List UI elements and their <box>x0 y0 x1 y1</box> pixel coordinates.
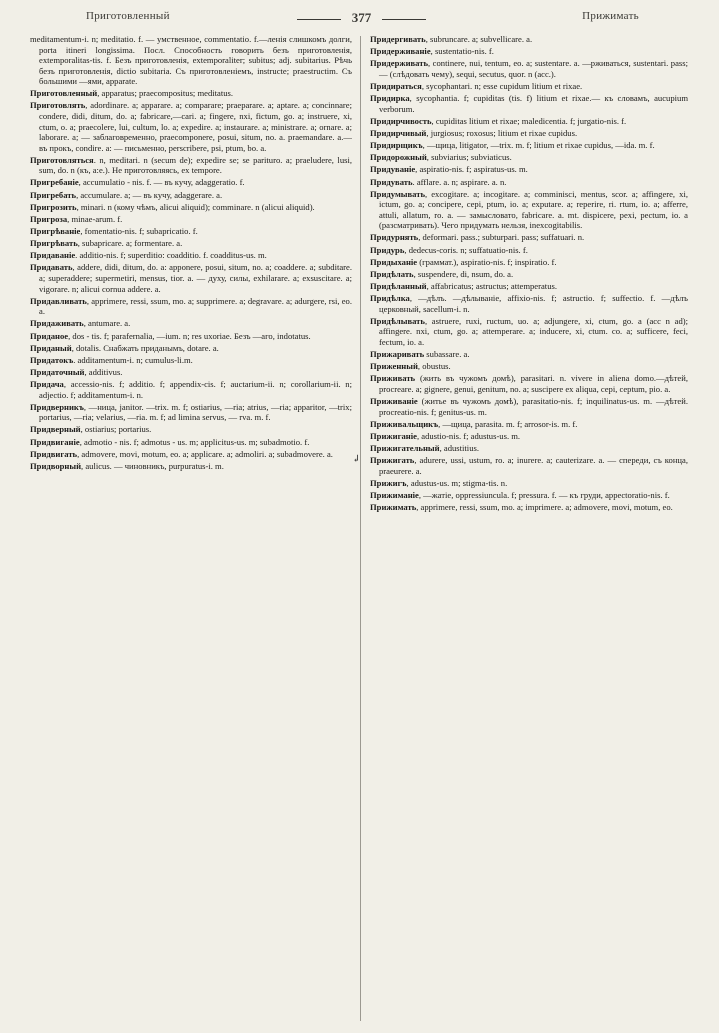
entry-headword: Придорожный <box>370 152 427 163</box>
dictionary-entry <box>370 443 688 454</box>
entry-headword: Приготовлять <box>30 100 86 111</box>
entry-definition: , accessio-nis. f; additio. f; appendix-cis. f; auctarium-ii. n; corollarium-ii. n; adjectio. f; additamentum-i. n. <box>39 379 352 400</box>
entry-definition: (жить въ чужомъ домѣ), parasitari. n. vivere in aliena domo.—дѣтей, procreare. a; gignere, genui, genitum, no. a; suscipere ex aliqua, cepi, ceptum, pio. a. <box>379 373 688 394</box>
entry-headword: Придирчивый <box>370 127 427 138</box>
entry-definition: . additio-nis. f; superditio: coadditio. f. coadditus-us. m. <box>75 250 267 261</box>
header-left-guide-word: Приготовленный <box>86 10 170 22</box>
running-header <box>34 6 689 28</box>
dictionary-entry <box>30 177 352 188</box>
entry-headword: Придвиганіе <box>30 436 80 447</box>
dictionary-entry <box>370 58 688 79</box>
dictionary-entry <box>370 316 688 348</box>
entry-definition: , cupiditas litium et rixae; maledicentia. f; jurgatio-nis. f. <box>431 115 627 126</box>
entry-definition: , admovere, movi, motum, eo. a; applicare. a; admoliri. a; subadmovere. a. <box>77 448 333 459</box>
entry-definition: , addere, didi, ditum, do. a: apponere, posui, situm, no. a; coaddere. a; subditare. a; superaddere; supermetiri, mensus, tior. a. — духу, силы, exhilarare. a; exsuscitare. a; vigorare. n; alicui cornua addere. a. <box>39 262 352 294</box>
entry-headword: Пригрѣваніе <box>30 226 81 237</box>
dictionary-entry <box>30 402 352 423</box>
entry-headword: Приготовленный <box>30 88 98 99</box>
entry-definition: , astruere, ruxi, ructum, uo. a; adjungere, xi, ctum, go. a (acc n ad); affingere. nxi, ctum, go. a; attemperare. a; inducere, xi, ctum. co. a; sufficere, feci, fectum, io. a. <box>379 315 688 347</box>
entry-headword: Придаваніе <box>30 250 76 261</box>
dictionary-entry <box>370 419 688 430</box>
entry-headword: Придерживаніе <box>370 46 431 57</box>
dictionary-entry <box>370 93 688 114</box>
dictionary-entry <box>370 361 688 372</box>
dictionary-entry <box>30 437 352 448</box>
entry-definition: , accumulatio - nis. f. — въ кучу, adaggeratio. f. <box>78 177 245 188</box>
entry-headword: Придумывать <box>370 188 425 199</box>
left-column <box>30 34 352 1024</box>
entry-definition: , obustus. <box>417 361 451 372</box>
entry-definition: . additamentum-i. n; cumulus-li.m. <box>73 354 193 365</box>
entry-definition: , subviarius; subviaticus. <box>426 152 512 163</box>
entry-definition: , fomentatio-nis. f; subapricatio. f. <box>80 226 198 237</box>
entry-definition: , continere, nui, tentum, eo. a; sustentare. a. —рживаться, sustentari. pass; — (слѣдовать чему), sequi, secutus, quor. n (acc.). <box>379 58 688 79</box>
dictionary-entry <box>370 396 688 417</box>
entry-headword: Придвигать <box>30 448 78 459</box>
dictionary-entry <box>370 164 688 175</box>
dictionary-entry <box>370 431 688 442</box>
column-divider <box>360 36 361 1021</box>
entry-headword: Придирщикъ <box>370 140 423 151</box>
entry-definition: , additivus. <box>84 366 123 377</box>
dictionary-entry <box>370 152 688 163</box>
entry-definition: , dedecus-coris. n; suffatuatio-nis. f. <box>404 244 528 255</box>
entry-definition: , apparatus; praecompositus; meditatus. <box>97 88 234 99</box>
entry-headword: Придирчивость <box>370 115 432 126</box>
entry-definition: , admotio - nis. f; admotus - us. m; applicitus-us. m; subadmotio. f. <box>79 436 310 447</box>
entry-headword: Придворный <box>30 460 82 471</box>
dictionary-entry <box>30 214 352 225</box>
entry-headword: Придавливать <box>30 295 87 306</box>
dictionary-entry <box>30 331 352 342</box>
entry-headword: Прижигъ <box>370 477 407 488</box>
entry-definition: , deformari. pass.; subturpari. pass; suffatuari. n. <box>418 232 585 243</box>
dictionary-entry <box>30 343 352 354</box>
dictionary-entry <box>30 461 352 472</box>
dictionary-entry <box>370 349 688 360</box>
dictionary-entry <box>370 490 688 501</box>
entry-headword: Прижиганіе <box>370 430 417 441</box>
entry-definition: , subruncare. a; subvellicare. a. <box>425 34 533 44</box>
dictionary-entry <box>30 367 352 378</box>
dictionary-entry <box>30 355 352 366</box>
dictionary-entry <box>370 245 688 256</box>
entry-definition: , —жатіе, oppressiuncula. f; pressura. f. — къ груди, appectoratio-nis. f. <box>418 489 670 500</box>
entry-definition: , sustentatio-nis. f. <box>430 46 494 57</box>
dictionary-entry <box>370 46 688 57</box>
entry-definition: meditamentum-i. n; meditatio. f. — умственное, commentatio. f.—ленія слишкомъ долги, porta itineri longissima. Посл. Способность говорить безъ приготовленія, extemporalitas-tis. f. Безъ приготовленія, extemporaliter; subitus; adj. subitarius. Рѣчь безъ приготовленія, dictio subitaria. Съ приготовленіемъ, instructe; praestructim. Съ большими —ями, apparate. <box>30 34 352 87</box>
entry-headword: Придверный <box>30 424 81 435</box>
dictionary-entry <box>30 449 352 460</box>
right-column <box>370 34 688 1024</box>
entry-definition: , —щица, litigator, —trix. m. f; litium et rixae cupidus, —ida. m. f. <box>422 140 655 151</box>
entry-definition: , jurgiosus; roxosus; litium et rixae cupidus. <box>426 127 578 138</box>
entry-definition: , adustitius. <box>439 442 479 453</box>
dictionary-entry <box>370 281 688 292</box>
entry-definition: (граммат.), aspiratio-nis. f; inspiratio. f. <box>417 256 557 267</box>
entry-definition: subassare. a. <box>424 349 470 360</box>
dictionary-entry <box>30 424 352 435</box>
entry-definition: , ostiarius; portarius. <box>80 424 152 435</box>
dictionary-entry <box>30 318 352 329</box>
dictionary-entry <box>370 116 688 127</box>
entry-definition: , —ница, janitor. —trix. m. f; ostiarius, —ria; atrius, —ria; apparitor, —trix; portarius, —ria; velarius, —ria. m. f; ad limina servus, — rva. m. f. <box>39 401 352 423</box>
entry-definition: , —щица, parasita. m. f; arrosor-is. m. f. <box>438 418 578 429</box>
entry-headword: Придача <box>30 379 64 390</box>
dictionary-entry <box>30 100 352 153</box>
entry-headword: Приживальщикъ <box>370 418 439 429</box>
entry-headword: Пригроза <box>30 213 68 224</box>
dictionary-entry <box>30 88 352 99</box>
entry-headword: Придирка <box>370 93 410 104</box>
page-number: 377 <box>351 10 372 25</box>
dictionary-entry <box>370 189 688 231</box>
entry-headword: Приживать <box>370 373 416 384</box>
dictionary-entry <box>30 379 352 400</box>
dictionary-entry <box>30 155 352 176</box>
entry-definition: , accumulare. a; — въ кучу, adaggerare. a. <box>76 189 223 200</box>
entry-headword: Приженный <box>370 361 418 372</box>
entry-definition: . afflare. a. n; aspirare. a. n. <box>412 176 507 187</box>
entry-definition: , dos - tis. f; parafernalia, —ium. n; res uxoriae. Безъ —аго, indotatus. <box>68 330 311 341</box>
entry-headword: Придаточный <box>30 366 85 377</box>
entry-headword: Приживаніе <box>370 396 418 407</box>
entry-definition: , sycophantari. n; esse cupidum litium et rixae. <box>421 80 583 91</box>
entry-definition: (житье въ чужомъ домѣ), parasitatio-nis. f; inquilinatus-us. m. —дѣтей. procreatio-nis. f; genitus-us. m. <box>379 396 688 417</box>
entry-headword: Придурь <box>370 244 405 255</box>
entry-headword: Прижиманіе <box>370 489 419 500</box>
entry-headword: Пригребать <box>30 189 77 200</box>
entry-definition: . n, meditari. n (secum de); expedire se; se parituro. a; praeludere, lusi, sum, do. n (къ, a:e.). Не приготовляясь, ex tempore. <box>39 154 352 176</box>
dictionary-entry <box>370 177 688 188</box>
margin-marker: ↲ <box>352 454 361 465</box>
header-right-guide-word: Прижимать <box>582 10 639 22</box>
entry-definition: , sycophantia. f; cupiditas (tis. f) litium et rixae.— къ словамъ, aucupium verborum. <box>379 93 688 114</box>
entry-definition: , apprimere, ressi, ssum, mo. a; supprimere. a; degravare. a; adurgere, rsi, eo. a. <box>39 295 352 317</box>
dictionary-entry <box>30 202 352 213</box>
entry-definition: , affabricatus; astructus; attemperatus. <box>426 280 557 291</box>
entry-definition: , —дѣлъ. —дѣлываніе, affixio-nis. f; astructio. f; suffectio. f. —дѣлъ церковный, sacellum-i. n. <box>379 293 688 314</box>
entry-definition: , aspiratio-nis. f; aspiratus-us. m. <box>415 164 528 175</box>
header-rule-left <box>297 19 341 20</box>
entry-headword: Приданое <box>30 330 69 341</box>
entry-headword: Прижимать <box>370 502 417 513</box>
entry-headword: Приготовляться <box>30 154 94 165</box>
entry-definition: , antumare. a. <box>83 318 131 329</box>
dictionary-entry <box>30 190 352 201</box>
dictionary-entry <box>370 140 688 151</box>
entry-definition: , excogitare. a; incogitare. a; comminisci, mentus, scor. a; affingere, xi, ictum, go. a; concipere, cepi, ptum, io. a; exputare. a; reperire, ri. rtum, io. a; afferre, attuli, allatum, ro. a. — замысловато, fabricare. a. mt. dispicere, pexi, pectum, io. a (разсматривать). Чего придумать нельзя, inexcogitabilis. <box>379 188 688 231</box>
entry-headword: Придавать <box>30 262 73 273</box>
entry-headword: Придѣлывать <box>370 315 425 326</box>
dictionary-entry <box>370 128 688 139</box>
dictionary-entry <box>370 502 688 513</box>
entry-headword: Придѣлать <box>370 268 414 279</box>
entry-definition: , adustus-us. m; stigma-tis. n. <box>406 477 508 488</box>
dictionary-entry <box>370 293 688 314</box>
entry-definition: , minari. n (кому чѣмъ, alicui aliquid); comminare. n (alicui aliquid). <box>76 201 315 212</box>
entry-headword: Пригрозить <box>30 201 77 212</box>
dictionary-entry <box>370 455 688 476</box>
entry-definition: , apprimere, ressi, ssum, mo. a; imprimere. a; admovere, movi, motum, eo. <box>416 502 673 513</box>
entry-headword: Прижигать <box>370 455 415 466</box>
entry-headword: Придверникъ <box>30 401 84 412</box>
entry-headword: Придаживать <box>30 318 84 329</box>
entry-definition: , adurere, ussi, ustum, ro. a; inurere. a; cauterizare. a. — спереди, съ конца, praeurere. a. <box>379 455 688 476</box>
entry-definition: , adustio-nis. f; adustus-us. m. <box>416 430 521 441</box>
entry-headword: Придыханіе <box>370 256 418 267</box>
entry-definition: , suspendere, di, nsum, do. a. <box>413 268 514 279</box>
entry-headword: Придувать <box>370 176 413 187</box>
entry-headword: Пригребаніе <box>30 177 79 188</box>
entry-headword: Пригрѣвать <box>30 238 78 249</box>
dictionary-entry <box>370 34 688 45</box>
entry-headword: Придерживать <box>370 58 429 69</box>
entry-definition: , dotalis. Снабжать приданымъ, dotare. a. <box>71 342 219 353</box>
entry-headword: Прижигательный <box>370 442 440 453</box>
dictionary-entry <box>30 296 352 317</box>
dictionary-entry <box>30 226 352 237</box>
entry-headword: Придуваніе <box>370 164 416 175</box>
dictionary-entry <box>30 250 352 261</box>
entry-definition: , minae-arum. f. <box>67 213 123 224</box>
entry-definition: , subapricare. a; formentare. a. <box>77 238 183 249</box>
dictionary-entry <box>30 238 352 249</box>
dictionary-entry <box>30 262 352 294</box>
entry-headword: Придѣланный <box>370 280 427 291</box>
dictionary-entry <box>370 232 688 243</box>
entry-headword: Придѣлка <box>370 293 410 304</box>
dictionary-entry <box>30 34 352 87</box>
entry-headword: Придатокъ <box>30 354 74 365</box>
header-rule-right <box>382 19 426 20</box>
entry-headword: Придурнять <box>370 232 419 243</box>
dictionary-entry <box>370 373 688 394</box>
dictionary-entry <box>370 81 688 92</box>
dictionary-entry <box>370 478 688 489</box>
entry-headword: Придергивать <box>370 34 426 44</box>
entry-definition: , adordinare. a; apparare. a; comparare; praeparare. a; aptare. a; concinnare; condere, didi, ditum, do. a; fabricare,—cari. a; fingere, nxi, fictum, go. a; instruere, xi, ctum, o. a; praecolere, lui, cultum, lo. a; expedire. a; instaurare. a; ministrare. a; ornare. a; laborare. a; — заблаговременно, praecomponere, posui, situm, no. a. praemandare. a.—въ прокъ, condire. a: — письменно, perscribere, psi, ptum, bo. a. <box>39 100 352 153</box>
dictionary-entry <box>370 257 688 268</box>
entry-definition: , aulicus. — чиновникъ, purpuratus-i. m. <box>81 460 224 471</box>
dictionary-entry <box>370 269 688 280</box>
entry-headword: Прижаривать <box>370 349 425 360</box>
entry-headword: Приданый <box>30 342 72 353</box>
entry-headword: Придираться <box>370 80 422 91</box>
